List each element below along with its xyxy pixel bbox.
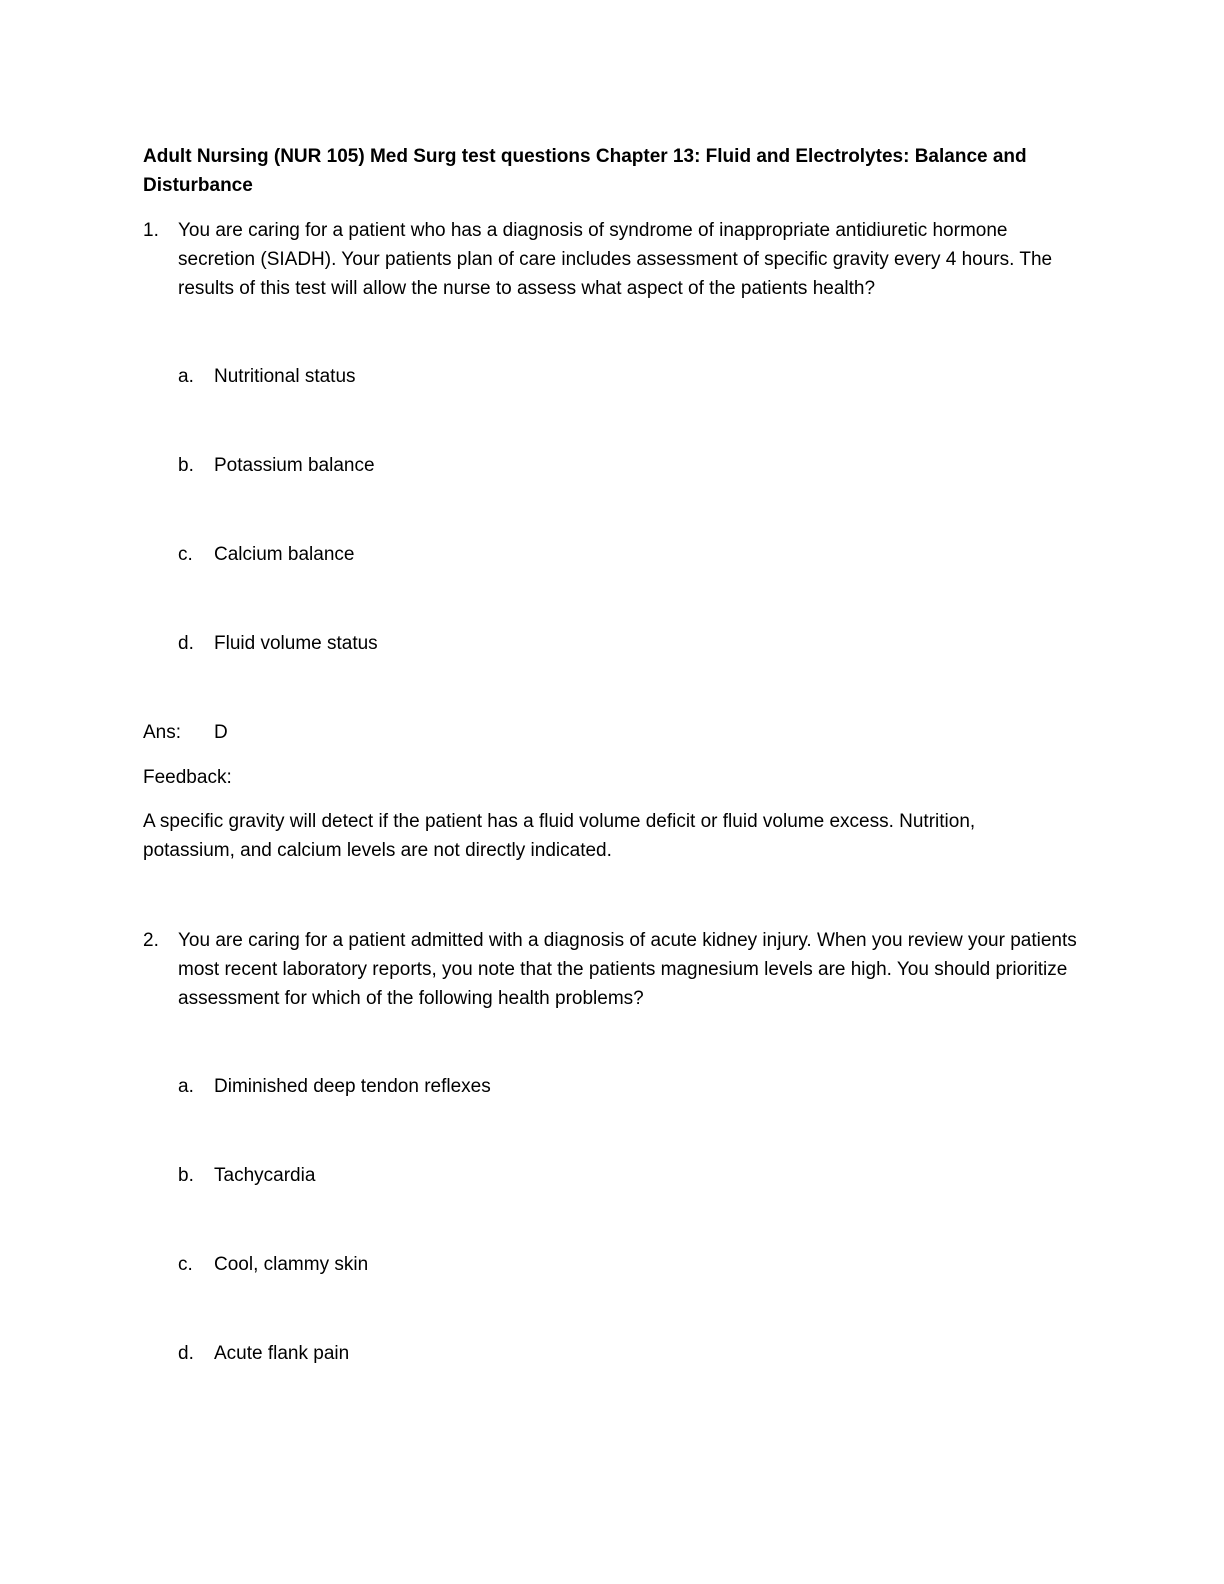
document-title: Adult Nursing (NUR 105) Med Surg test questions Chapter 13: Fluid and Electrolytes: Balance and Disturbance [143, 146, 1027, 196]
question-2-option-c-text: Cool, clammy skin [214, 1254, 369, 1275]
question-1-option-b-text: Potassium balance [214, 455, 375, 476]
question-2-option-d-text: Acute flank pain [214, 1343, 350, 1364]
question-1-text: You are caring for a patient who has a diagnosis of syndrome of inappropriate antidiuretic hormone secretion (SIADH). Your patients plan of care includes assessment of specific gravity every 4 hours. The results of this test will allow the nurse to assess what aspect of the patients health? [178, 220, 1053, 299]
question-1-option-d-text: Fluid volume status [214, 633, 378, 654]
question-1-option-b-letter: b. [178, 455, 194, 476]
question-1-option-a-letter: a. [178, 366, 194, 387]
question-1-option-c-text: Calcium balance [214, 544, 355, 565]
question-1-answer-label: Ans: [143, 722, 182, 743]
question-2-text: You are caring for a patient admitted with a diagnosis of acute kidney injury. When you review your patients most recent laboratory reports, you note that the patients magnesium levels are high. You should prioritize assessment for which of the following health problems? [178, 930, 1077, 1009]
question-1-feedback-text: A specific gravity will detect if the patient has a fluid volume deficit or fluid volume excess. Nutrition, potassium, and calcium levels are not directly indicated. [143, 811, 976, 861]
question-2-option-b-text: Tachycardia [214, 1165, 316, 1186]
question-1-option-a-text: Nutritional status [214, 366, 356, 387]
question-2-option-d-letter: d. [178, 1343, 194, 1364]
question-1-option-d-letter: d. [178, 633, 194, 654]
question-2-option-c-letter: c. [178, 1254, 193, 1275]
question-1-answer-value: D [214, 722, 228, 743]
question-2-option-b-letter: b. [178, 1165, 194, 1186]
question-2-option-a-text: Diminished deep tendon reflexes [214, 1076, 491, 1097]
question-1-number: 1. [143, 220, 159, 241]
question-1-feedback-label: Feedback: [143, 767, 232, 788]
question-2-option-a-letter: a. [178, 1076, 194, 1097]
question-2-number: 2. [143, 930, 159, 951]
question-1-option-c-letter: c. [178, 544, 193, 565]
